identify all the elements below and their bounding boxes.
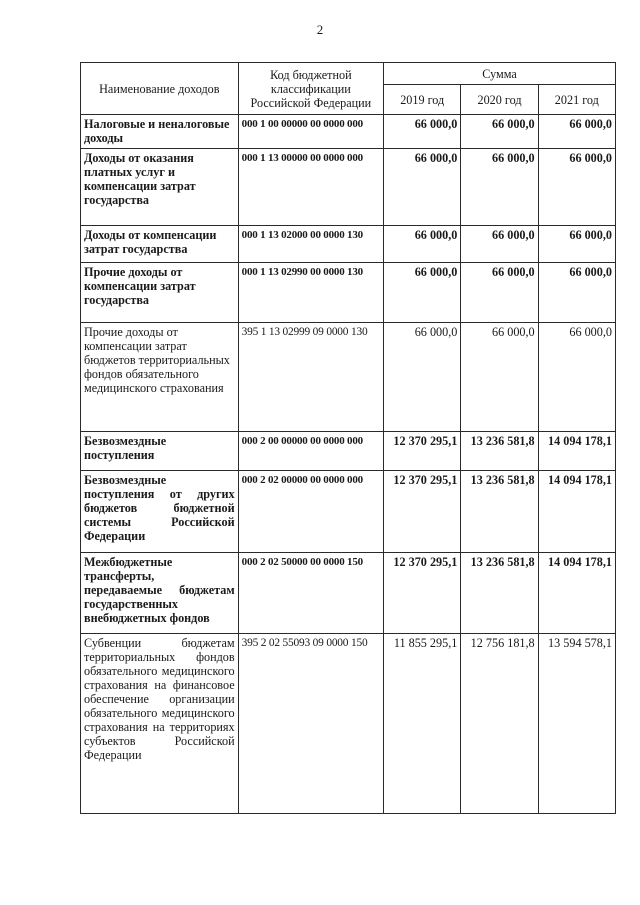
row-value-2019: 11 855 295,1 [384, 634, 461, 814]
header-year-2021: 2021 год [538, 85, 615, 115]
row-value-2019: 66 000,0 [384, 226, 461, 263]
row-name: Субвенции бюджетам территориальных фондов обязательного медицинского страхования на финансовое обеспечение организации обязательного медицинского страхования на территориях субъектов Российской Федерации [81, 634, 239, 814]
table-row [81, 471, 616, 553]
row-value-2020: 66 000,0 [461, 263, 538, 323]
row-value-2021: 14 094 178,1 [538, 553, 615, 634]
page-number: 2 [316, 22, 324, 37]
row-value-2020: 13 236 581,8 [461, 432, 538, 471]
row-value-2020: 66 000,0 [461, 149, 538, 226]
table-row [81, 226, 616, 263]
row-code: 395 1 13 02999 09 0000 130 [238, 323, 383, 432]
row-value-2020: 13 236 581,8 [461, 553, 538, 634]
row-code: 000 1 13 02000 00 0000 130 [238, 226, 383, 263]
row-name: Прочие доходы от компенсации затрат государства [81, 263, 239, 323]
row-value-2021: 66 000,0 [538, 226, 615, 263]
table-row [81, 263, 616, 323]
row-value-2021: 14 094 178,1 [538, 432, 615, 471]
row-value-2019: 12 370 295,1 [384, 432, 461, 471]
row-name: Налоговые и неналоговые доходы [81, 115, 239, 149]
row-value-2020: 66 000,0 [461, 226, 538, 263]
revenue-table [80, 62, 616, 814]
row-name: Прочие доходы от компенсации затрат бюджетов территориальных фондов обязательного медицинского страхования [81, 323, 239, 432]
row-value-2021: 14 094 178,1 [538, 471, 615, 553]
row-value-2019: 12 370 295,1 [384, 471, 461, 553]
row-value-2021: 66 000,0 [538, 149, 615, 226]
row-value-2019: 12 370 295,1 [384, 553, 461, 634]
row-value-2019: 66 000,0 [384, 115, 461, 149]
table-row [81, 149, 616, 226]
row-value-2020: 66 000,0 [461, 115, 538, 149]
row-code: 000 1 13 00000 00 0000 000 [238, 149, 383, 226]
row-value-2019: 66 000,0 [384, 149, 461, 226]
row-name: Доходы от оказания платных услуг и компенсации затрат государства [81, 149, 239, 226]
table-row [81, 553, 616, 634]
row-name: Безвозмездные поступления [81, 432, 239, 471]
table-row [81, 323, 616, 432]
row-value-2021: 66 000,0 [538, 323, 615, 432]
row-value-2020: 66 000,0 [461, 323, 538, 432]
header-year-2019: 2019 год [384, 85, 461, 115]
row-value-2021: 66 000,0 [538, 263, 615, 323]
table-row [81, 115, 616, 149]
row-code: 000 2 02 50000 00 0000 150 [238, 553, 383, 634]
row-value-2020: 13 236 581,8 [461, 471, 538, 553]
table-row [81, 432, 616, 471]
row-name: Безвозмездные поступления от других бюджетов бюджетной системы Российской Федерации [81, 471, 239, 553]
header-year-2020: 2020 год [461, 85, 538, 115]
row-value-2020: 12 756 181,8 [461, 634, 538, 814]
row-code: 395 2 02 55093 09 0000 150 [238, 634, 383, 814]
table-row [81, 634, 616, 814]
row-value-2021: 66 000,0 [538, 115, 615, 149]
header-budget-code: Код бюджетной классификации Российской Федерации [238, 63, 383, 115]
row-code: 000 1 13 02990 00 0000 130 [238, 263, 383, 323]
row-value-2019: 66 000,0 [384, 263, 461, 323]
row-name: Межбюджетные трансферты, передаваемые бюджетам государственных внебюджетных фондов [81, 553, 239, 634]
header-sum: Сумма [384, 63, 616, 85]
row-name: Доходы от компенсации затрат государства [81, 226, 239, 263]
header-revenue-name: Наименование доходов [81, 63, 239, 115]
row-value-2019: 66 000,0 [384, 323, 461, 432]
row-code: 000 1 00 00000 00 0000 000 [238, 115, 383, 149]
row-code: 000 2 00 00000 00 0000 000 [238, 432, 383, 471]
row-code: 000 2 02 00000 00 0000 000 [238, 471, 383, 553]
row-value-2021: 13 594 578,1 [538, 634, 615, 814]
